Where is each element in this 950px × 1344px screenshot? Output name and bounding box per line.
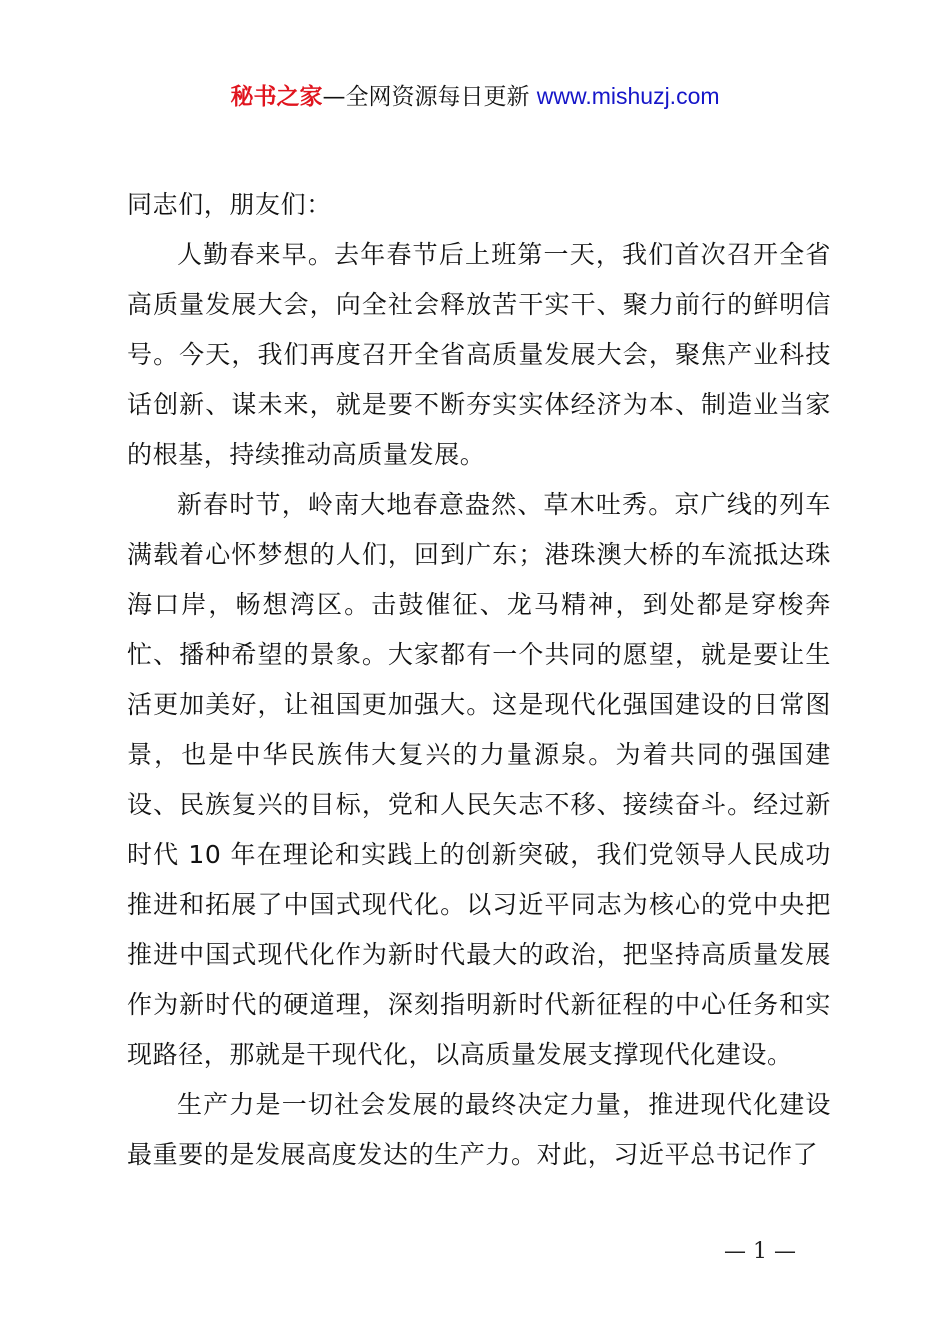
paragraph-3: 生产力是一切社会发展的最终决定力量，推进现代化建设最重要的是发展高度发达的生产力。对此，习近平总书记作了 xyxy=(127,1090,831,1169)
site-header xyxy=(0,80,950,113)
paragraph-1: 人勤春来早。去年春节后上班第一天，我们首次召开全省高质量发展大会，向全社会释放苦干实干、聚力前行的鲜明信号。今天，我们再度召开全省高质量发展大会，聚焦产业科技话创新、谋未来，就是要不断夯实实体经济为本、制造业当家的根基，持续推动高质量发展。 xyxy=(127,240,831,469)
site-url-link[interactable]: www.mishuzj.com xyxy=(536,83,720,109)
site-brand: 秘书之家 xyxy=(230,84,323,110)
paragraph-2: 新春时节，岭南大地春意盎然、草木吐秀。京广线的列车满载着心怀梦想的人们，回到广东；港珠澳大桥的车流抵达珠海口岸，畅想湾区。击鼓催征、龙马精神，到处都是穿梭奔忙、播种希望的景象。大家都有一个共同的愿望，就是要让生活更加美好，让祖国更加强大。这是现代化强国建设的日常图景，也是中华民族伟大复兴的力量源泉。为着共同的强国建设、民族复兴的目标，党和人民矢志不移、接续奋斗。经过新时代 10 年在理论和实践上的创新突破，我们党领导人民成功推进和拓展了中国式现代化。以习近平同志为核心的党中央把推进中国式现代化作为新时代最大的政治，把坚持高质量发展作为新时代的硬道理，深刻指明新时代新征程的中心任务和实现路径，那就是干现代化，以高质量发展支撑现代化建设。 xyxy=(127,490,831,1069)
salutation: 同志们，朋友们： xyxy=(127,190,332,219)
document-body xyxy=(127,180,831,1180)
site-tagline: —全网资源每日更新 xyxy=(322,84,537,110)
page-number: — 1 — xyxy=(724,1239,796,1264)
